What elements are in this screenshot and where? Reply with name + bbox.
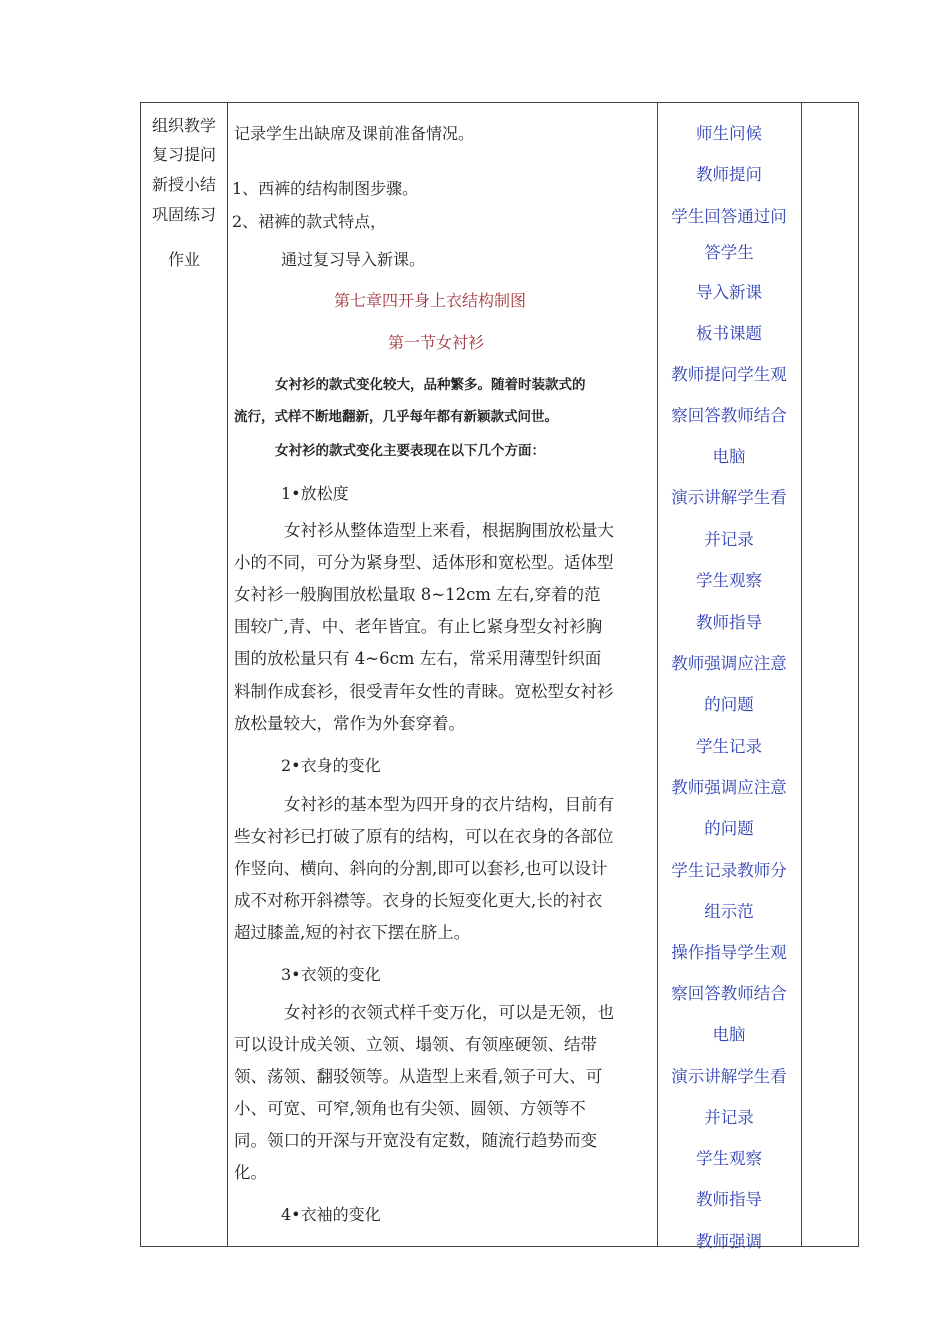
activity-line: 教师提问 bbox=[696, 165, 762, 184]
activity-line: 教师强调应注意 bbox=[671, 778, 787, 797]
paragraph-line: 超过膝盖,短的衬衣下摆在脐上。 bbox=[234, 923, 471, 942]
activity-line: 导入新课 bbox=[696, 283, 762, 302]
activity-line: 板书课题 bbox=[696, 324, 762, 343]
activity-line: 的问题 bbox=[704, 695, 754, 714]
activity-line: 教师提问学生观 bbox=[671, 365, 787, 384]
activity-line: 教师强调应注意 bbox=[671, 654, 787, 673]
paragraph-line: 围较广,青、中、老年皆宜。有止匕紧身型女衬衫胸 bbox=[234, 617, 603, 636]
section-title: 第一节女衬衫 bbox=[388, 333, 485, 352]
activity-line: 察回答教师结合 bbox=[671, 984, 787, 1003]
activity-line: 的问题 bbox=[704, 819, 754, 838]
heading-sleeve: 4•衣袖的变化 bbox=[281, 1205, 381, 1224]
activity-line: 组示范 bbox=[704, 902, 754, 921]
column-divider bbox=[227, 103, 228, 1246]
bold-paragraph-line: 女衬衫的款式变化较大，品种繁多。随着时装款式的 bbox=[275, 377, 586, 393]
paragraph-line: 围的放松量只有 4~6cm 左右，常采用薄型针织面 bbox=[234, 649, 602, 668]
paragraph-line: 料制作成套衫，很受青年女性的青睐。宽松型女衬衫 bbox=[234, 682, 614, 701]
bold-paragraph-line: 女衬衫的款式变化主要表现在以下几个方面： bbox=[275, 443, 545, 459]
stage-label: 新授小结 bbox=[151, 175, 216, 194]
activity-line: 电脑 bbox=[712, 1025, 746, 1044]
activity-line: 教师指导 bbox=[696, 613, 762, 632]
paragraph-line: 些女衬衫已打破了原有的结构，可以在衣身的各部位 bbox=[234, 827, 614, 846]
activity-line: 学生回答通过问 bbox=[671, 207, 787, 226]
activity-line: 演示讲解学生看 bbox=[671, 1067, 787, 1086]
stage-label: 作业 bbox=[167, 250, 200, 269]
activity-line: 教师指导 bbox=[696, 1190, 762, 1209]
activity-line: 操作指导学生观 bbox=[671, 943, 787, 962]
activity-line: 学生记录教师分 bbox=[671, 861, 787, 880]
transition-text: 通过复习导入新课。 bbox=[281, 250, 426, 269]
activity-line: 演示讲解学生看 bbox=[671, 488, 787, 507]
stage-label: 组织教学 bbox=[151, 116, 216, 135]
activity-line: 察回答教师结合 bbox=[671, 406, 787, 425]
paragraph-line: 作竖向、横向、斜向的分割,即可以套衫,也可以设计 bbox=[234, 859, 608, 878]
bold-paragraph-line: 流行，式样不断地翻新，几乎每年都有新颖款式问世。 bbox=[234, 409, 558, 425]
paragraph-line: 同。领口的开深与开宽没有定数，随流行趋势而变 bbox=[234, 1131, 597, 1150]
paragraph-line: 可以设计成关领、立领、塌领、有领座硬领、结带 bbox=[234, 1035, 597, 1054]
activity-line: 学生观察 bbox=[696, 571, 762, 590]
column-divider bbox=[801, 103, 802, 1246]
intro-text: 记录学生出缺席及课前准备情况。 bbox=[234, 124, 475, 143]
paragraph-line: 女衬衫一般胸围放松量取 8~12cm 左右,穿着的范 bbox=[234, 585, 601, 604]
heading-collar: 3•衣领的变化 bbox=[281, 965, 381, 984]
activity-line: 电脑 bbox=[712, 447, 746, 466]
paragraph-line: 领、荡领、翻驳领等。从造型上来看,领子可大、可 bbox=[234, 1067, 603, 1086]
review-item: 1、西裤的结构制图步骤。 bbox=[232, 179, 419, 198]
lesson-plan-table bbox=[140, 102, 859, 1251]
paragraph-line: 化。 bbox=[234, 1163, 267, 1182]
paragraph-line: 小的不同，可分为紧身型、适体形和宽松型。适体型 bbox=[234, 553, 614, 572]
activity-line: 师生问候 bbox=[696, 124, 762, 143]
activity-line: 学生观察 bbox=[696, 1149, 762, 1168]
stage-label: 复习提问 bbox=[151, 145, 216, 164]
heading-body: 2•衣身的变化 bbox=[281, 756, 381, 775]
activity-line: 答学生 bbox=[704, 243, 754, 262]
paragraph-line: 女衬衫的基本型为四开身的衣片结构，目前有 bbox=[284, 795, 614, 814]
review-item: 2、裙裤的款式特点， bbox=[232, 212, 387, 231]
paragraph-line: 女衬衫的衣领式样千变万化，可以是无领，也 bbox=[284, 1003, 614, 1022]
activity-line: 并记录 bbox=[704, 530, 754, 549]
activity-line: 教师强调 bbox=[696, 1232, 762, 1251]
paragraph-line: 女衬衫从整体造型上来看，根据胸围放松量大 bbox=[284, 521, 614, 540]
activity-line: 并记录 bbox=[704, 1108, 754, 1127]
paragraph-line: 放松量较大，常作为外套穿着。 bbox=[234, 714, 465, 733]
stage-label: 巩固练习 bbox=[151, 205, 216, 224]
activity-line: 学生记录 bbox=[696, 737, 762, 756]
paragraph-line: 成不对称开斜襟等。衣身的长短变化更大,长的衬衣 bbox=[234, 891, 603, 910]
paragraph-line: 小、可宽、可窄,领角也有尖领、圆领、方领等不 bbox=[234, 1099, 586, 1118]
chapter-title: 第七章四开身上衣结构制图 bbox=[334, 291, 527, 310]
heading-looseness: 1•放松度 bbox=[281, 484, 349, 503]
